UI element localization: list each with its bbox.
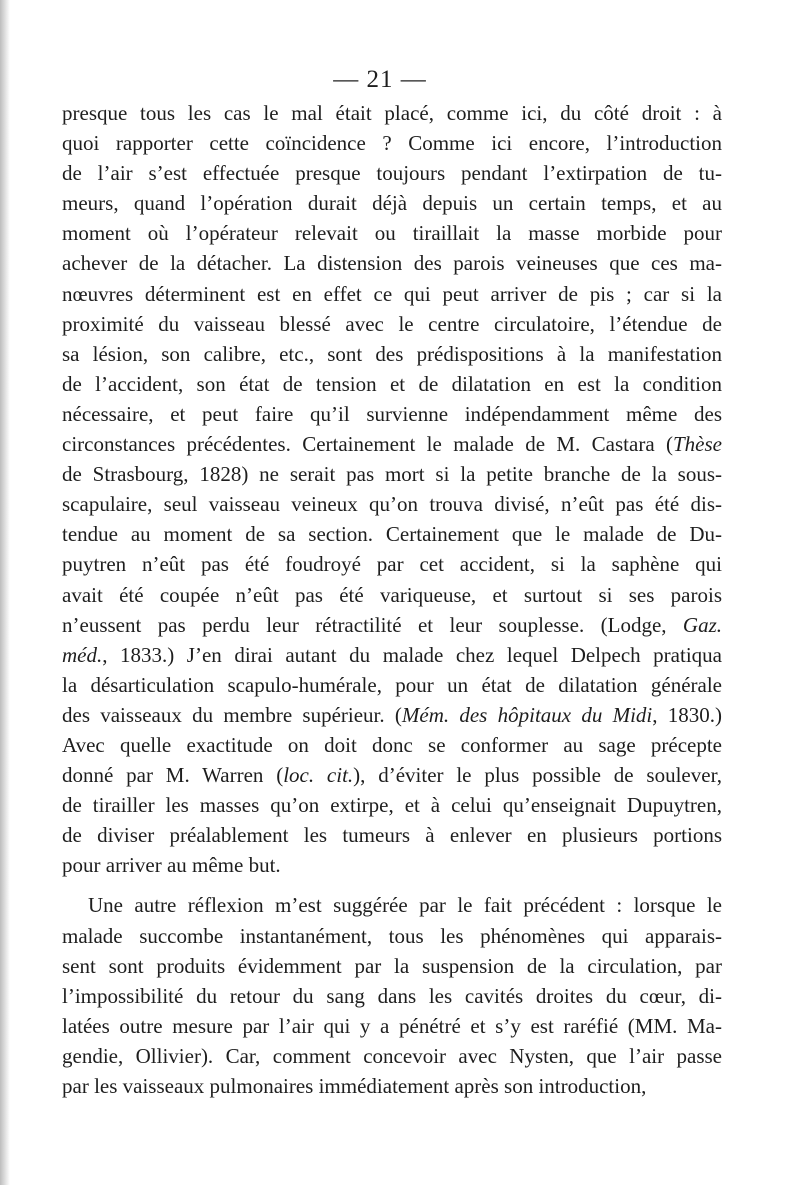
text-line bbox=[62, 339, 722, 369]
body-text bbox=[62, 98, 722, 1101]
paragraph-gap bbox=[62, 880, 722, 890]
text-line bbox=[62, 850, 722, 880]
text-line bbox=[62, 580, 722, 610]
text-segment: nécessaire, et peut faire qu’il survienne indépendamment même des bbox=[62, 401, 722, 426]
text-segment: puytren n’eût pas été foudroyé par cet accident, si la saphène qui bbox=[62, 552, 722, 577]
text-line bbox=[62, 700, 722, 730]
text-segment: gendie, Ollivier). Car, comment concevoir avec Nysten, que l’air passe bbox=[62, 1043, 722, 1068]
text-segment: , 1833.) J’en dirai autant du malade chez lequel Delpech pratiqua bbox=[102, 642, 722, 667]
text-line bbox=[62, 519, 722, 549]
text-segment: l’impossibilité du retour du sang dans les cavités droites du cœur, di- bbox=[62, 983, 722, 1008]
paragraph bbox=[62, 98, 722, 880]
text-line bbox=[62, 128, 722, 158]
text-segment: donné par M. Warren ( bbox=[62, 763, 284, 788]
text-segment: avait été coupée n’eût pas été variqueuse, et surtout si ses parois bbox=[62, 582, 722, 607]
text-line bbox=[62, 1041, 722, 1071]
text-line bbox=[62, 670, 722, 700]
text-segment: de diviser préalablement les tumeurs à enlever en plusieurs portions bbox=[62, 823, 722, 848]
text-segment: latées outre mesure par l’air qui y a pénétré et s’y est raréfié (MM. Ma- bbox=[62, 1013, 722, 1038]
text-line bbox=[62, 1071, 722, 1101]
text-segment: de l’accident, son état de tension et de dilatation en est la condition bbox=[62, 371, 722, 396]
text-segment: la désarticulation scapulo-humérale, pour un état de dilatation générale bbox=[62, 672, 722, 697]
text-segment: Avec quelle exactitude on doit donc se conformer au sage précepte bbox=[62, 732, 722, 757]
text-segment: ), d’éviter le plus possible de soulever, bbox=[353, 763, 722, 788]
text-segment: proximité du vaisseau blessé avec le centre circulatoire, l’étendue de bbox=[62, 311, 722, 336]
text-segment: moment où l’opérateur relevait ou tiraillait la masse morbide pour bbox=[62, 221, 722, 246]
text-line bbox=[62, 921, 722, 951]
text-segment: pour arriver au même but. bbox=[62, 853, 281, 878]
text-line bbox=[62, 640, 722, 670]
text-line bbox=[62, 981, 722, 1011]
text-line bbox=[62, 369, 722, 399]
text-line bbox=[62, 890, 722, 920]
text-line bbox=[62, 429, 722, 459]
text-segment: de l’air s’est effectuée presque toujours pendant l’extirpation de tu- bbox=[62, 161, 722, 186]
text-line bbox=[62, 188, 722, 218]
text-segment: de tirailler les masses qu’on extirpe, et à celui qu’enseignait Dupuytren, bbox=[62, 793, 722, 818]
text-segment: quoi rapporter cette coïncidence ? Comme ici encore, l’introduction bbox=[62, 131, 722, 156]
text-segment: n’eussent pas perdu leur rétractilité et leur souplesse. (Lodge, bbox=[62, 612, 683, 637]
text-segment: tendue au moment de sa section. Certainement que le malade de Du- bbox=[62, 522, 722, 547]
text-segment: presque tous les cas le mal était placé, comme ici, du côté droit : à bbox=[62, 101, 722, 125]
text-segment: achever de la détacher. La distension des parois veineuses que ces ma- bbox=[62, 251, 722, 276]
text-segment: sent sont produits évidemment par la suspension de la circulation, par bbox=[62, 953, 722, 978]
text-line bbox=[62, 399, 722, 429]
text-segment: nœuvres déterminent est en effet ce qui peut arriver de pis ; car si la bbox=[62, 281, 722, 306]
text-segment: scapulaire, seul vaisseau veineux qu’on trouva divisé, n’eût pas été dis- bbox=[62, 492, 722, 517]
text-line bbox=[62, 951, 722, 981]
text-line bbox=[62, 730, 722, 760]
paragraph bbox=[62, 890, 722, 1101]
text-segment: meurs, quand l’opération durait déjà depuis un certain temps, et au bbox=[62, 191, 722, 216]
text-line bbox=[62, 158, 722, 188]
page-number: — 21 — bbox=[333, 66, 427, 93]
text-segment: sa lésion, son calibre, etc., sont des prédispositions à la manifestation bbox=[62, 341, 722, 366]
text-segment: circonstances précédentes. Certainement le malade de M. Castara ( bbox=[62, 432, 673, 457]
text-segment: par les vaisseaux pulmonaires immédiatement après son introduction, bbox=[62, 1074, 647, 1098]
italic-segment: Gaz. bbox=[682, 612, 722, 637]
italic-segment: méd. bbox=[62, 642, 103, 667]
text-line bbox=[62, 279, 722, 309]
text-line bbox=[62, 790, 722, 820]
text-line bbox=[62, 610, 722, 640]
italic-segment: loc. cit. bbox=[283, 763, 354, 788]
text-line bbox=[62, 489, 722, 519]
text-line bbox=[62, 309, 722, 339]
text-segment: , 1830.) bbox=[652, 702, 722, 727]
text-line bbox=[62, 820, 722, 850]
text-segment: de Strasbourg, 1828) ne serait pas mort si la petite branche de la sous- bbox=[62, 462, 722, 487]
text-line bbox=[62, 459, 722, 489]
italic-segment: Mém. des hôpitaux du Midi bbox=[401, 702, 653, 727]
italic-segment: Thèse bbox=[673, 432, 722, 457]
text-line bbox=[62, 549, 722, 579]
text-line bbox=[62, 218, 722, 248]
text-segment: malade succombe instantanément, tous les phénomènes qui apparais- bbox=[62, 923, 722, 948]
text-line bbox=[62, 1011, 722, 1041]
text-segment: Une autre réflexion m’est suggérée par le fait précédent : lorsque le bbox=[88, 893, 722, 918]
text-line bbox=[62, 760, 722, 790]
text-line bbox=[62, 248, 722, 278]
text-line bbox=[62, 98, 722, 128]
text-segment: des vaisseaux du membre supérieur. ( bbox=[62, 702, 402, 727]
